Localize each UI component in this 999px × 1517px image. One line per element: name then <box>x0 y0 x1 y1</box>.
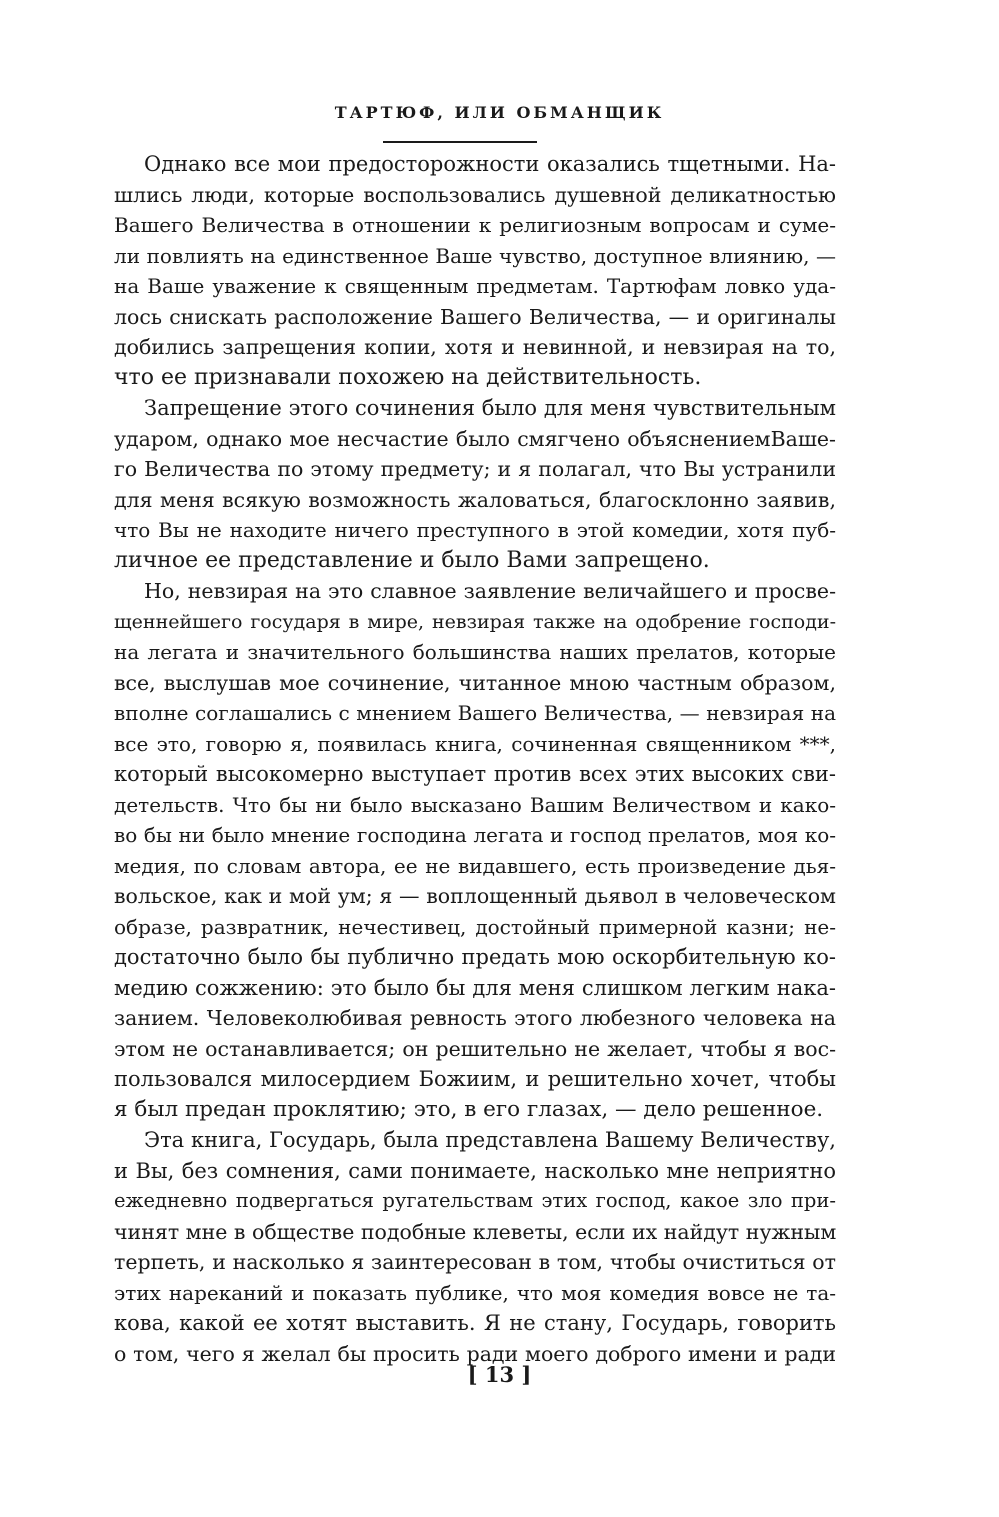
text-line: Вашего Величества в отношении к религиозным вопросам и суме- <box>114 213 836 237</box>
text-line: этих нареканий и показать публике, что моя комедия вовсе не та- <box>114 1280 836 1305</box>
text-line: ударом, однако мое несчастие было смягчено объяснениемВаше- <box>114 426 836 451</box>
text-line: Однако все мои предосторожности оказались тщетными. На- <box>144 152 836 176</box>
page-number: [ 13 ] <box>467 1362 532 1387</box>
text-line: что ее признавали похожею на действительность. <box>114 364 702 390</box>
text-line: я был предан проклятию; это, в его глазах, — дело решенное. <box>114 1096 824 1122</box>
text-line: чинят мне в обществе подобные клеветы, если их найдут нужным <box>114 1219 837 1244</box>
text-line: на легата и значительного большинства наших прелатов, которые <box>114 640 836 664</box>
text-line: личное ее представление и было Вами запрещено. <box>114 547 710 573</box>
text-line: все, выслушав мое сочинение, читанное мною частным образом, <box>114 670 836 695</box>
text-line: вольское, как и мой ум; я — воплощенный дьявол в человеческом <box>114 884 836 908</box>
text-line: для меня всякую возможность жаловаться, благосклонно заявив, <box>114 487 836 512</box>
text-line: го Величества по этому предмету; и я полагал, что Вы устранили <box>114 457 836 481</box>
text-line: который высокомерно выступает против всех этих высоких сви- <box>114 762 836 786</box>
text-line: щеннейшего государя в мире, невзирая также на одобрение господи- <box>114 610 836 633</box>
text-line: добились запрещения копии, хотя и невинной, и невзирая на то, <box>114 335 836 359</box>
text-line: во бы ни было мнение господина легата и господ прелатов, моя ко- <box>114 823 836 847</box>
text-line: терпеть, и насколько я заинтересован в том, чтобы очиститься от <box>114 1250 836 1274</box>
text-line: и Вы, без сомнения, сами понимаете, насколько мне неприятно <box>114 1158 836 1183</box>
text-line: шлись люди, которые воспользовались душевной деликатностью <box>114 182 836 207</box>
text-line: о том, чего я желал бы просить ради моего доброго имени и ради <box>114 1341 836 1366</box>
text-line: ежедневно подвергаться ругательствам этих господ, какое зло при- <box>114 1189 836 1212</box>
text-line: Запрещение этого сочинения было для меня чувствительным <box>144 396 836 420</box>
text-line: медия, по словам автора, ее не видавшего, есть произведение дья- <box>114 853 836 878</box>
text-line: этом не останавливается; он решительно не желает, чтобы я вос- <box>114 1036 836 1061</box>
text-line: Эта книга, Государь, была представлена Вашему Величеству, <box>144 1128 836 1152</box>
text-line: лось снискать расположение Вашего Величества, — и оригиналы <box>114 304 836 329</box>
text-line: образе, развратник, нечестивец, достойный примерной казни; не- <box>114 914 836 939</box>
text-line: Но, невзирая на это славное заявление величайшего и просве- <box>144 579 836 603</box>
head-rule <box>383 141 537 143</box>
text-line: вполне соглашались с мнением Вашего Величества, — невзирая на <box>114 701 836 725</box>
text-line: занием. Человеколюбивая ревность этого любезного человека на <box>114 1006 836 1030</box>
body-text <box>114 149 836 1369</box>
text-line: ли повлиять на единственное Ваше чувство, доступное влиянию, — <box>114 243 836 268</box>
text-line: кова, какой ее хотят выставить. Я не стану, Государь, говорить <box>114 1311 836 1335</box>
text-line: достаточно было бы публично предать мою оскорбительную ко- <box>114 945 836 969</box>
text-line: детельств. Что бы ни было высказано Вашим Величеством и како- <box>114 792 836 817</box>
text-line: все это, говорю я, появилась книга, сочиненная священником ***, <box>114 731 836 756</box>
running-head: ТАРТЮФ, ИЛИ ОБМАНЩИК <box>334 103 665 122</box>
text-line: медию сожжению: это было бы для меня слишком легким нака- <box>114 975 836 1000</box>
text-line: пользовался милосердием Божиим, и решительно хочет, чтобы <box>114 1067 836 1091</box>
text-line: на Ваше уважение к священным предметам. Тартюфам ловко уда- <box>114 274 836 298</box>
text-line: что Вы не находите ничего преступного в этой комедии, хотя пуб- <box>114 518 836 542</box>
